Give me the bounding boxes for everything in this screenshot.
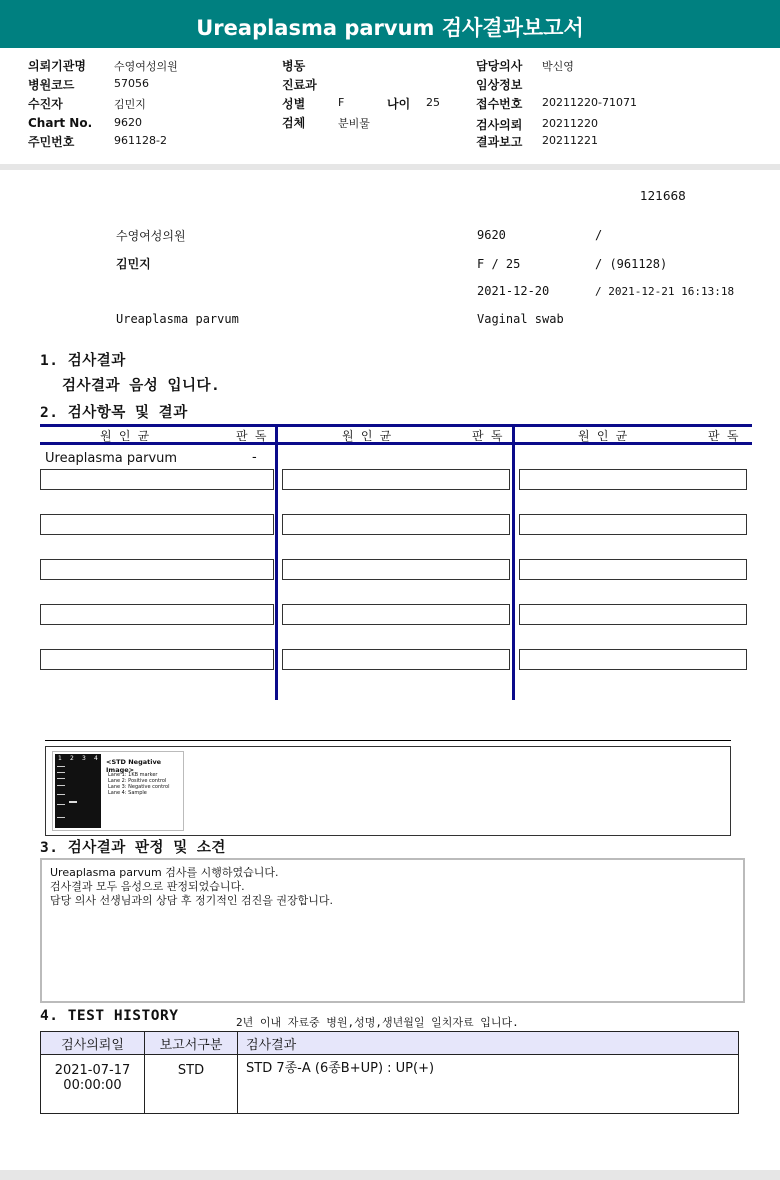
gel-top-rule	[45, 740, 731, 741]
result-box	[282, 469, 510, 490]
gel-lane-3-label: 3	[82, 755, 86, 762]
hospital-code-value: 57056	[114, 77, 149, 90]
gel-photo	[55, 754, 101, 828]
report-date-value: 20211221	[542, 134, 598, 147]
info-report-datetime: / 2021-12-21 16:13:18	[595, 285, 735, 298]
gel-legend-item: Lane 2: Positive control	[108, 778, 167, 784]
history-table	[40, 1031, 739, 1114]
ward-label: 병동	[282, 59, 306, 73]
result-box	[519, 469, 747, 490]
receipt-no-value: 20211220-71071	[542, 96, 637, 109]
info-name: 김민지	[116, 257, 151, 271]
info-test-name: Ureaplasma parvum	[116, 312, 239, 326]
institution-value: 수영여성의원	[114, 60, 178, 73]
marker-band	[57, 794, 65, 795]
result-pathogen-name: Ureaplasma parvum	[45, 451, 178, 466]
sex-value: F	[338, 96, 345, 109]
history-header-row	[41, 1032, 739, 1055]
history-date-cell	[41, 1055, 145, 1114]
section1-text: 검사결과 음성 입니다.	[62, 378, 221, 394]
history-time: 00:00:00	[63, 1078, 122, 1093]
result-box	[519, 649, 747, 670]
info-sex-age: F / 25	[477, 257, 521, 271]
marker-band	[57, 766, 65, 767]
info-slash: /	[595, 228, 603, 242]
history-result: STD 7종-A (6종B+UP) : UP(+)	[238, 1055, 739, 1114]
section2-heading: 2. 검사항목 및 결과	[40, 405, 188, 421]
gel-lane-2-label: 2	[70, 755, 74, 762]
positive-control-band	[69, 801, 77, 803]
marker-band	[57, 778, 65, 779]
result-box	[282, 649, 510, 670]
doctor-value: 박신영	[542, 60, 574, 73]
table-row	[41, 1055, 739, 1114]
result-box	[282, 604, 510, 625]
gel-legend-item: Lane 4: Sample	[108, 790, 147, 796]
col3-result-header: 판 독	[708, 429, 739, 443]
marker-band	[57, 804, 65, 805]
chart-no-value: 9620	[114, 116, 142, 129]
opinion-line: 검사결과 모두 음성으로 판정되었습니다.	[50, 880, 245, 893]
col2-pathogen-header: 원 인 균	[342, 429, 392, 443]
info-request-date: 2021-12-20	[477, 284, 550, 298]
result-box	[282, 559, 510, 580]
gel-legend	[108, 772, 170, 796]
request-date-value: 20211220	[542, 117, 598, 130]
info-birth: / (961128)	[595, 257, 668, 271]
marker-band	[57, 785, 65, 786]
opinion-line: 담당 의사 선생님과의 상담 후 정기적인 검진을 권장합니다.	[50, 894, 333, 907]
footer-band	[0, 1170, 780, 1180]
gel-lane-4-label: 4	[94, 755, 98, 762]
report-date-label: 결과보고	[476, 135, 523, 149]
specimen-label: 검체	[282, 116, 306, 130]
header-separator	[0, 164, 780, 170]
result-box	[40, 604, 274, 625]
doctor-label: 담당의사	[476, 59, 523, 73]
marker-band	[57, 817, 65, 818]
opinion-panel	[40, 858, 745, 1003]
result-box	[519, 514, 747, 535]
hospital-code-label: 병원코드	[28, 78, 75, 92]
col1-result-header: 판 독	[236, 429, 267, 443]
info-specimen: Vaginal swab	[477, 312, 564, 326]
marker-band	[57, 772, 65, 773]
age-label: 나이	[387, 97, 411, 111]
col3-pathogen-header: 원 인 균	[578, 429, 628, 443]
rrn-value: 961128-2	[114, 134, 167, 147]
age-value: 25	[426, 96, 440, 109]
result-box	[282, 514, 510, 535]
col2-result-header: 판 독	[472, 429, 503, 443]
report-title: Ureaplasma parvum 검사결과보고서	[0, 0, 780, 48]
specimen-value: 분비물	[338, 117, 370, 130]
history-col-type: 보고서구분	[145, 1032, 238, 1055]
sex-label: 성별	[282, 97, 306, 111]
gel-title: <STD Negative Image>	[106, 758, 162, 774]
report-id: 121668	[640, 189, 686, 203]
gel-image	[52, 751, 184, 831]
grid-divider-2	[512, 424, 515, 700]
chart-no-label: Chart No.	[28, 116, 93, 130]
section4-heading: 4. TEST HISTORY	[40, 1008, 179, 1024]
result-box	[40, 559, 274, 580]
history-date: 2021-07-17	[54, 1063, 131, 1078]
gel-legend-item: Lane 3: Negative control	[108, 784, 170, 790]
result-box	[519, 559, 747, 580]
result-box	[519, 604, 747, 625]
opinion-line: Ureaplasma parvum 검사를 시행하였습니다.	[50, 866, 279, 879]
info-institution: 수영여성의원	[116, 229, 186, 243]
result-box	[40, 514, 274, 535]
institution-label: 의뢰기관명	[28, 59, 86, 73]
examinee-value: 김민지	[114, 98, 146, 111]
history-type: STD	[145, 1055, 238, 1114]
gel-lane-1-label: 1	[58, 755, 62, 762]
info-chart: 9620	[477, 228, 506, 242]
clinical-info-label: 임상정보	[476, 78, 523, 92]
result-box	[40, 649, 274, 670]
history-col-result: 검사결과	[238, 1032, 739, 1055]
receipt-no-label: 접수번호	[476, 97, 523, 111]
examinee-label: 수진자	[28, 97, 63, 111]
result-box	[40, 469, 274, 490]
dept-label: 진료과	[282, 78, 317, 92]
gel-legend-item: Lane 1: 1KB marker	[108, 772, 158, 778]
section3-heading: 3. 검사결과 판정 및 소견	[40, 840, 226, 856]
history-col-date: 검사의뢰일	[41, 1032, 145, 1055]
result-value: -	[252, 450, 257, 465]
section1-heading: 1. 검사결과	[40, 353, 126, 369]
history-note: 2년 이내 자료중 병원,성명,생년월일 일치자료 입니다.	[236, 1016, 519, 1029]
grid-divider-1	[275, 424, 278, 700]
request-date-label: 검사의뢰	[476, 118, 523, 132]
col1-pathogen-header: 원 인 균	[100, 429, 150, 443]
rrn-label: 주민번호	[28, 135, 75, 149]
